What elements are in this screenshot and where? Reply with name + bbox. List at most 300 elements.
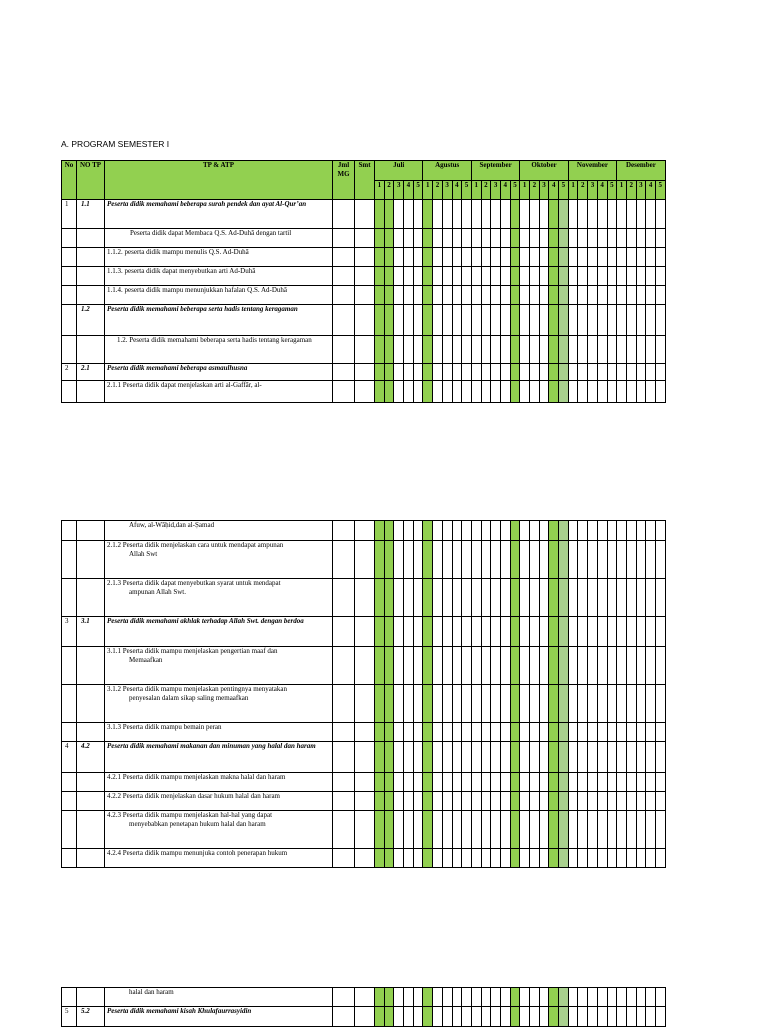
week-cell <box>404 541 414 579</box>
table-row <box>62 364 666 381</box>
week-cell <box>530 723 540 742</box>
week-cell <box>655 849 665 868</box>
week-cell <box>636 229 646 248</box>
week-cell <box>423 336 433 364</box>
row-text-continued: Allah Swt <box>129 550 158 559</box>
week-cell <box>500 229 510 248</box>
week-cell <box>626 579 636 617</box>
week-cell <box>655 521 665 541</box>
week-cell <box>626 286 636 305</box>
week-cell <box>597 248 607 267</box>
week-cell <box>646 742 656 773</box>
week-cell <box>500 541 510 579</box>
week-cell <box>384 336 394 364</box>
week-cell <box>452 723 462 742</box>
week-cell <box>510 305 520 336</box>
week-cell <box>452 811 462 849</box>
week-cell <box>491 617 501 647</box>
week-cell <box>413 336 423 364</box>
week-cell <box>655 792 665 811</box>
cell-jml-mg <box>333 541 355 579</box>
week-cell <box>404 286 414 305</box>
week-cell <box>520 579 530 617</box>
week-cell <box>491 792 501 811</box>
week-cell <box>491 541 501 579</box>
row-number <box>62 792 77 811</box>
week-cell <box>539 521 549 541</box>
week-cell <box>655 267 665 286</box>
table-row <box>62 988 666 1007</box>
week-cell <box>413 381 423 403</box>
week-cell <box>549 849 559 868</box>
week-header: 5 <box>413 181 423 200</box>
week-cell <box>559 305 569 336</box>
week-header: 1 <box>568 181 578 200</box>
cell-smt <box>355 336 375 364</box>
week-cell <box>384 617 394 647</box>
program-table-part-1 <box>61 160 666 403</box>
week-cell <box>588 647 598 685</box>
week-cell <box>375 336 385 364</box>
row-tp-code: 1.1 <box>77 200 105 229</box>
week-cell <box>597 541 607 579</box>
week-cell <box>655 988 665 1007</box>
week-cell <box>423 364 433 381</box>
row-tp-code: 1.2 <box>77 305 105 336</box>
week-header: 4 <box>452 181 462 200</box>
week-cell <box>646 792 656 811</box>
week-cell <box>452 381 462 403</box>
week-cell <box>520 647 530 685</box>
week-cell <box>491 248 501 267</box>
cell-smt <box>355 579 375 617</box>
week-cell <box>423 685 433 723</box>
week-cell <box>442 364 452 381</box>
week-cell <box>559 579 569 617</box>
week-cell <box>626 305 636 336</box>
week-cell <box>617 286 627 305</box>
week-cell <box>617 617 627 647</box>
week-cell <box>597 742 607 773</box>
row-tp-code <box>77 579 105 617</box>
week-cell <box>384 723 394 742</box>
row-number <box>62 305 77 336</box>
week-cell <box>452 336 462 364</box>
week-cell <box>404 685 414 723</box>
row-text: 3.1.2 Peserta didik mampu menjelaskan pentingnya menyatakan <box>107 685 288 693</box>
week-cell <box>471 742 481 773</box>
week-cell <box>491 200 501 229</box>
week-cell <box>433 773 443 792</box>
week-cell <box>559 742 569 773</box>
week-cell <box>384 200 394 229</box>
week-cell <box>559 723 569 742</box>
week-cell <box>491 773 501 792</box>
week-cell <box>442 541 452 579</box>
week-cell <box>394 267 404 286</box>
week-cell <box>568 381 578 403</box>
week-cell <box>462 647 472 685</box>
week-cell <box>462 742 472 773</box>
week-cell <box>442 988 452 1007</box>
week-cell <box>655 305 665 336</box>
week-cell <box>655 286 665 305</box>
week-cell <box>481 742 491 773</box>
row-number <box>62 773 77 792</box>
week-cell <box>607 286 617 305</box>
cell-smt <box>355 617 375 647</box>
week-cell <box>520 229 530 248</box>
row-tp-code: 4.2 <box>77 742 105 773</box>
week-cell <box>539 792 549 811</box>
week-cell <box>471 579 481 617</box>
row-number <box>62 647 77 685</box>
row-number: 1 <box>62 200 77 229</box>
week-cell <box>452 579 462 617</box>
week-cell <box>384 792 394 811</box>
week-cell <box>500 617 510 647</box>
week-header: 1 <box>520 181 530 200</box>
week-cell <box>636 364 646 381</box>
week-header: 3 <box>539 181 549 200</box>
row-text: 1.1.3. peserta didik dapat menyebutkan arti Ad-Duhā <box>107 267 256 275</box>
week-cell <box>394 988 404 1007</box>
week-cell <box>404 579 414 617</box>
week-cell <box>559 773 569 792</box>
week-cell <box>520 723 530 742</box>
table-row <box>62 792 666 811</box>
week-cell <box>578 248 588 267</box>
week-cell <box>539 364 549 381</box>
week-cell <box>471 792 481 811</box>
week-cell <box>423 849 433 868</box>
row-number <box>62 849 77 868</box>
week-cell <box>549 267 559 286</box>
week-cell <box>539 200 549 229</box>
week-cell <box>597 811 607 849</box>
week-cell <box>452 541 462 579</box>
week-cell <box>646 579 656 617</box>
week-cell <box>500 849 510 868</box>
week-cell <box>568 988 578 1007</box>
week-cell <box>384 267 394 286</box>
week-cell <box>617 792 627 811</box>
week-cell <box>539 617 549 647</box>
week-cell <box>617 381 627 403</box>
week-cell <box>617 685 627 723</box>
week-cell <box>626 364 636 381</box>
week-cell <box>597 723 607 742</box>
week-cell <box>588 792 598 811</box>
week-cell <box>655 579 665 617</box>
week-cell <box>597 685 607 723</box>
row-tp-code <box>77 988 105 1007</box>
week-cell <box>394 305 404 336</box>
week-cell <box>530 305 540 336</box>
week-cell <box>375 229 385 248</box>
week-cell <box>462 267 472 286</box>
week-cell <box>549 286 559 305</box>
week-cell <box>588 617 598 647</box>
week-cell <box>607 336 617 364</box>
week-cell <box>394 248 404 267</box>
week-cell <box>471 200 481 229</box>
week-cell <box>471 811 481 849</box>
week-cell <box>452 647 462 685</box>
week-cell <box>404 773 414 792</box>
week-cell <box>375 267 385 286</box>
week-cell <box>530 792 540 811</box>
week-cell <box>636 647 646 685</box>
week-cell <box>655 336 665 364</box>
week-cell <box>442 811 452 849</box>
table-row <box>62 229 666 248</box>
week-cell <box>520 381 530 403</box>
week-cell <box>394 742 404 773</box>
week-cell <box>568 792 578 811</box>
week-cell <box>481 685 491 723</box>
row-text: Peserta didik memahami beberapa surah pendek dan ayat Al-Qur’an <box>107 200 307 208</box>
week-cell <box>607 988 617 1007</box>
week-cell <box>549 229 559 248</box>
month-header: Desember <box>617 161 665 181</box>
week-cell <box>617 742 627 773</box>
row-number <box>62 988 77 1007</box>
week-cell <box>588 849 598 868</box>
week-cell <box>646 286 656 305</box>
week-cell <box>442 647 452 685</box>
week-cell <box>588 988 598 1007</box>
week-cell <box>404 248 414 267</box>
week-cell <box>375 286 385 305</box>
week-cell <box>404 742 414 773</box>
week-cell <box>607 305 617 336</box>
week-cell <box>404 647 414 685</box>
row-tp-code <box>77 647 105 685</box>
week-header: 1 <box>423 181 433 200</box>
week-cell <box>413 286 423 305</box>
row-number: 4 <box>62 742 77 773</box>
week-cell <box>626 742 636 773</box>
table-row <box>62 647 666 685</box>
week-cell <box>471 617 481 647</box>
week-cell <box>568 286 578 305</box>
week-cell <box>646 541 656 579</box>
week-cell <box>471 849 481 868</box>
cell-jml-mg <box>333 742 355 773</box>
cell-smt <box>355 364 375 381</box>
week-cell <box>462 773 472 792</box>
week-cell <box>646 773 656 792</box>
month-header: November <box>568 161 616 181</box>
row-tp-code <box>77 773 105 792</box>
week-cell <box>646 364 656 381</box>
week-cell <box>568 336 578 364</box>
week-cell <box>520 336 530 364</box>
week-header: 3 <box>394 181 404 200</box>
week-cell <box>588 773 598 792</box>
week-cell <box>500 521 510 541</box>
week-cell <box>607 685 617 723</box>
week-cell <box>452 364 462 381</box>
week-cell <box>462 336 472 364</box>
cell-smt <box>355 229 375 248</box>
week-cell <box>568 305 578 336</box>
week-cell <box>423 541 433 579</box>
week-cell <box>559 286 569 305</box>
week-cell <box>578 792 588 811</box>
row-tp-code <box>77 849 105 868</box>
week-cell <box>384 742 394 773</box>
week-cell <box>520 521 530 541</box>
cell-smt <box>355 200 375 229</box>
week-cell <box>404 617 414 647</box>
week-cell <box>375 200 385 229</box>
week-cell <box>404 381 414 403</box>
row-tp-atp <box>105 364 333 381</box>
week-cell <box>384 988 394 1007</box>
cell-jml-mg <box>333 617 355 647</box>
week-header: 2 <box>578 181 588 200</box>
week-cell <box>452 286 462 305</box>
week-cell <box>375 988 385 1007</box>
week-cell <box>520 849 530 868</box>
week-cell <box>520 742 530 773</box>
week-cell <box>433 521 443 541</box>
week-cell <box>646 811 656 849</box>
week-cell <box>442 617 452 647</box>
week-cell <box>433 541 443 579</box>
week-cell <box>520 792 530 811</box>
cell-smt <box>355 792 375 811</box>
week-cell <box>404 521 414 541</box>
week-cell <box>597 988 607 1007</box>
week-cell <box>433 685 443 723</box>
week-cell <box>549 988 559 1007</box>
week-cell <box>607 364 617 381</box>
row-number <box>62 521 77 541</box>
week-cell <box>559 541 569 579</box>
week-cell <box>559 248 569 267</box>
week-cell <box>442 521 452 541</box>
row-tp-atp <box>105 305 333 336</box>
week-cell <box>510 248 520 267</box>
week-cell <box>520 248 530 267</box>
week-cell <box>646 647 656 685</box>
week-cell <box>655 364 665 381</box>
week-cell <box>578 521 588 541</box>
week-cell <box>578 988 588 1007</box>
week-cell <box>636 381 646 403</box>
week-cell <box>578 811 588 849</box>
cell-jml-mg <box>333 647 355 685</box>
row-tp-atp <box>105 685 333 723</box>
week-cell <box>404 267 414 286</box>
week-cell <box>384 773 394 792</box>
week-cell <box>636 685 646 723</box>
week-cell <box>568 267 578 286</box>
week-cell <box>626 381 636 403</box>
week-cell <box>510 200 520 229</box>
week-cell <box>442 723 452 742</box>
week-cell <box>481 579 491 617</box>
week-cell <box>588 229 598 248</box>
week-cell <box>433 811 443 849</box>
week-header: 2 <box>530 181 540 200</box>
week-cell <box>636 617 646 647</box>
week-cell <box>597 200 607 229</box>
week-cell <box>423 988 433 1007</box>
week-cell <box>500 685 510 723</box>
week-cell <box>578 541 588 579</box>
week-cell <box>597 617 607 647</box>
row-tp-atp <box>105 267 333 286</box>
week-cell <box>578 267 588 286</box>
week-cell <box>539 305 549 336</box>
week-cell <box>607 229 617 248</box>
week-cell <box>510 364 520 381</box>
week-cell <box>588 336 598 364</box>
week-cell <box>413 792 423 811</box>
table-row <box>62 811 666 849</box>
week-cell <box>607 617 617 647</box>
week-cell <box>626 200 636 229</box>
week-cell <box>510 541 520 579</box>
week-cell <box>655 229 665 248</box>
week-cell <box>462 792 472 811</box>
row-tp-code: 3.1 <box>77 617 105 647</box>
week-cell <box>646 336 656 364</box>
week-cell <box>607 521 617 541</box>
week-header: 3 <box>636 181 646 200</box>
week-cell <box>626 685 636 723</box>
week-cell <box>617 541 627 579</box>
row-tp-atp <box>105 811 333 849</box>
week-cell <box>481 305 491 336</box>
week-cell <box>471 685 481 723</box>
row-text: Peserta didik memahami beberapa serta hadis tentang keragaman <box>107 305 298 313</box>
week-cell <box>607 742 617 773</box>
week-cell <box>510 267 520 286</box>
week-cell <box>394 200 404 229</box>
week-cell <box>626 811 636 849</box>
week-cell <box>588 811 598 849</box>
week-cell <box>442 305 452 336</box>
week-cell <box>413 579 423 617</box>
row-number: 3 <box>62 617 77 647</box>
week-cell <box>607 541 617 579</box>
week-cell <box>375 305 385 336</box>
row-tp-code <box>77 792 105 811</box>
week-cell <box>549 541 559 579</box>
week-cell <box>471 248 481 267</box>
week-cell <box>491 811 501 849</box>
week-cell <box>413 988 423 1007</box>
week-cell <box>568 248 578 267</box>
week-header: 3 <box>491 181 501 200</box>
week-cell <box>578 381 588 403</box>
week-cell <box>491 305 501 336</box>
week-cell <box>384 381 394 403</box>
week-cell <box>549 723 559 742</box>
week-cell <box>559 200 569 229</box>
cell-smt <box>355 811 375 849</box>
week-cell <box>607 579 617 617</box>
row-tp-atp <box>105 617 333 647</box>
week-cell <box>626 336 636 364</box>
week-cell <box>530 742 540 773</box>
week-cell <box>520 200 530 229</box>
